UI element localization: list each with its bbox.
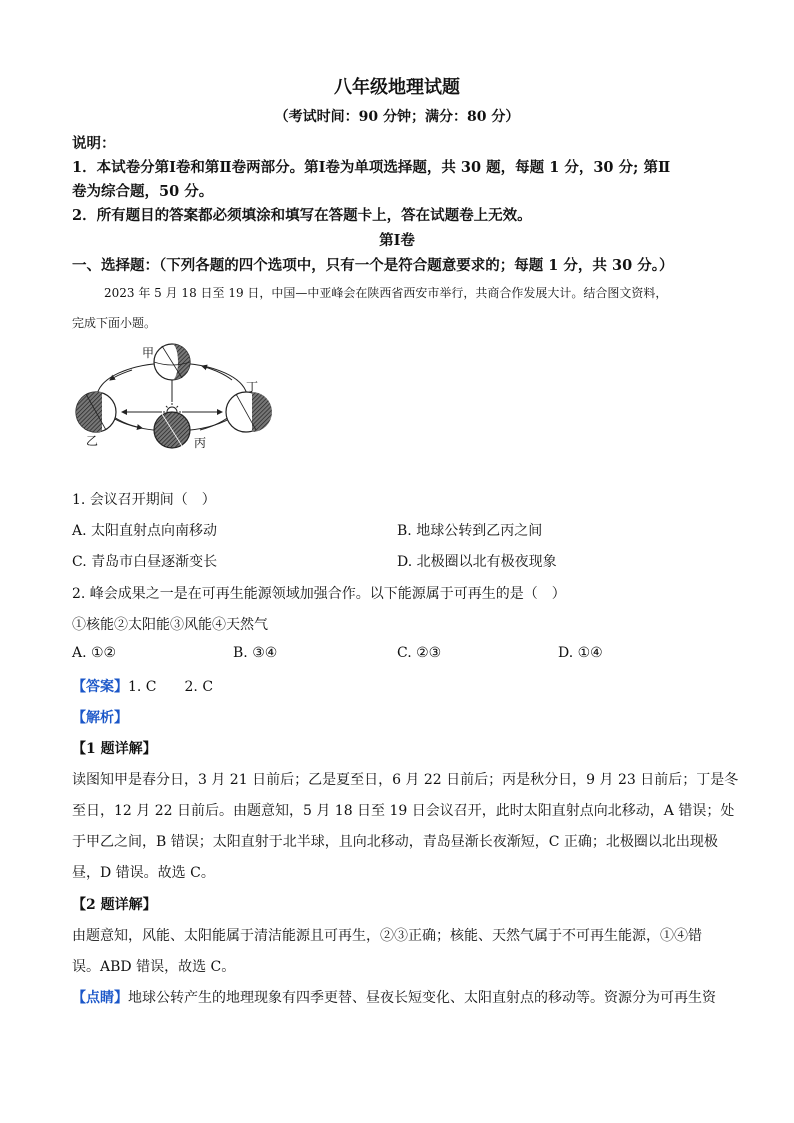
earth-orbit-diagram — [72, 342, 272, 450]
earth-bing — [154, 412, 190, 448]
detail-1-tag: 【1 题详解】 — [72, 741, 157, 757]
tip-text: 地球公转产生的地理现象有四季更替、昼夜长短变化、太阳直射点的移动等。资源分为可再生资 — [128, 990, 716, 1006]
answer-line — [72, 676, 794, 696]
question-2-items: ①核能②太阳能③风能④天然气 — [72, 617, 268, 633]
label-ding: 丁 — [246, 380, 259, 394]
detail-1-line-4: 昼，D 错误。故选 C。 — [72, 865, 215, 881]
detail-2-tag: 【2 题详解】 — [72, 897, 157, 913]
tip-tag: 【点睛】 — [72, 990, 128, 1006]
earth-yi — [76, 392, 116, 432]
detail-1-line-3: 于甲乙之间，B 错误；太阳直射于北半球，且向北移动，青岛昼渐长夜渐短，C 正确；北极圈以北出现极 — [72, 834, 718, 850]
detail-1-line-1: 读图知甲是春分日，3 月 21 日前后；乙是夏至日，6 月 22 日前后；丙是秋分日，9 月 23 日前后；丁是冬 — [72, 772, 739, 788]
page-title: 八年级地理试题 — [334, 77, 460, 98]
answer-text: 1. C 2. C — [128, 679, 214, 695]
notes-label: 说明： — [72, 135, 116, 152]
question-2-option-d: D. ①④ — [558, 645, 603, 661]
question-2-option-c: C. ②③ — [397, 645, 442, 661]
question-1-option-c: C. 青岛市白昼逐渐变长 — [72, 554, 218, 570]
question-1-option-d: D. 北极圈以北有极夜现象 — [397, 554, 557, 570]
detail-2-line-1: 由题意知，风能、太阳能属于清洁能源且可再生，②③正确；核能、天然气属于不可再生能源，①④错 — [72, 928, 702, 944]
label-yi: 乙 — [86, 434, 99, 448]
section-title: 第Ⅰ卷 — [379, 232, 415, 249]
notes-line-1-cont: 卷为综合题，50 分。 — [72, 183, 214, 200]
orbit-arrow-top-right — [202, 366, 232, 380]
section-heading: 一、选择题：（下列各题的四个选项中，只有一个是符合题意要求的；每题 1 分，共 30 分。） — [72, 257, 674, 274]
earth-jia — [154, 344, 190, 380]
analysis-tag: 【解析】 — [72, 710, 128, 726]
exam-info: （考试时间：90 分钟；满分：80 分） — [274, 109, 520, 125]
orbit-arrow-top-left — [110, 370, 132, 380]
label-jia: 甲 — [142, 346, 155, 360]
intro-line-2: 完成下面小题。 — [72, 316, 157, 330]
notes-line-2: 2．所有题目的答案都必须填涂和填写在答题卡上，答在试题卷上无效。 — [72, 207, 532, 224]
question-1-option-b: B. 地球公转到乙丙之间 — [397, 523, 543, 539]
earth-ding — [226, 392, 272, 432]
detail-2-line-2: 误。ABD 错误，故选 C。 — [72, 959, 236, 975]
question-2-option-b: B. ③④ — [233, 645, 278, 661]
question-1-stem: 1. 会议召开期间（ ） — [72, 492, 216, 508]
detail-1-line-2: 至日，12 月 22 日前后。由题意知，5 月 18 日至 19 日会议召开，此时太阳直射点向北移动，A 错误；处 — [72, 803, 735, 819]
question-2-option-a: A. ①② — [72, 645, 117, 661]
question-1-option-a: A. 太阳直射点向南移动 — [72, 523, 218, 539]
answer-tag: 【答案】 — [72, 679, 128, 695]
intro-line-1: 2023 年 5 月 18 日至 19 日，中国—中亚峰会在陕西省西安市举行，共商合作发展大计。结合图文资料， — [104, 286, 668, 300]
question-2-stem: 2. 峰会成果之一是在可再生能源领域加强合作。以下能源属于可再生的是（ ） — [72, 586, 566, 602]
tip-line — [72, 987, 794, 1007]
label-bing: 丙 — [194, 436, 207, 450]
orbit-svg — [72, 342, 272, 450]
notes-line-1: 1．本试卷分第Ⅰ卷和第Ⅱ卷两部分。第Ⅰ卷为单项选择题，共 30 题，每题 1 分，30 分; 第Ⅱ — [72, 159, 671, 176]
